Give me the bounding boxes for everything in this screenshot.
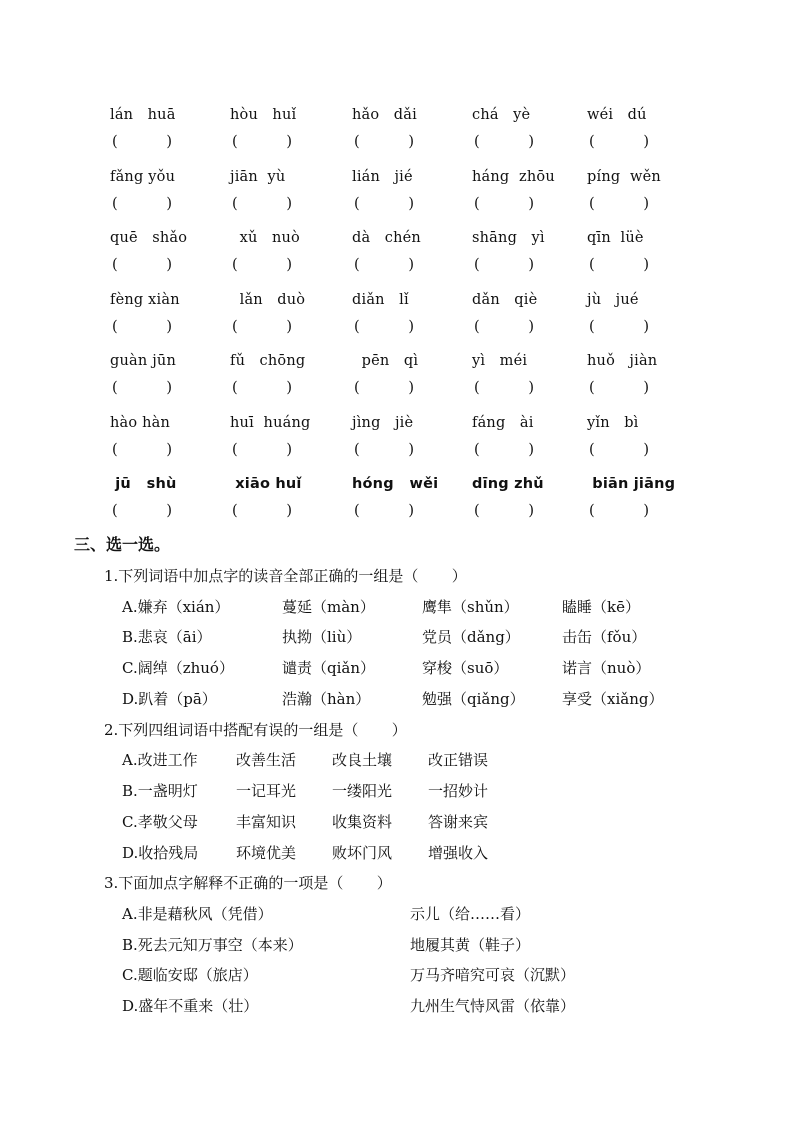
option-item: 九州生气恃风雷（依靠） — [410, 997, 576, 1016]
pinyin-row — [110, 411, 710, 473]
option-item: 浩瀚（hàn） — [282, 689, 371, 708]
option-row — [122, 992, 744, 1023]
left-paren: ( — [354, 257, 360, 273]
right-paren: ) — [408, 195, 414, 212]
option-item: 地履其黄（鞋子） — [410, 935, 531, 954]
option-row — [122, 900, 744, 931]
answer-bracket[interactable] — [472, 376, 534, 400]
pinyin-item — [352, 472, 467, 523]
left-paren: ( — [589, 380, 595, 396]
option-item: 执拗（liù） — [282, 628, 362, 647]
option-item: B.死去元知万事空（本来） — [122, 935, 303, 954]
option-item: 环境优美 — [236, 843, 297, 862]
pinyin-text: dà chén — [352, 230, 421, 246]
option-item: 示儿（给……看） — [410, 904, 531, 923]
answer-bracket[interactable] — [110, 499, 172, 523]
right-paren: ) — [408, 257, 414, 273]
left-paren: ( — [589, 134, 595, 150]
option-item: 一缕阳光 — [332, 781, 393, 800]
answer-bracket[interactable] — [587, 438, 649, 462]
left-paren: ( — [354, 380, 360, 396]
answer-bracket[interactable] — [472, 192, 534, 216]
option-row — [122, 777, 744, 808]
pinyin-text: jù jué — [587, 291, 639, 308]
right-paren: ) — [528, 134, 534, 150]
pinyin-text: dǎn qiè — [472, 291, 538, 308]
left-paren: ( — [474, 441, 480, 458]
answer-bracket[interactable] — [352, 499, 414, 523]
pinyin-item — [352, 103, 467, 154]
right-paren: ) — [166, 503, 172, 519]
left-paren: ( — [354, 195, 360, 212]
left-paren: ( — [112, 195, 118, 212]
left-paren: ( — [112, 503, 118, 519]
answer-bracket[interactable] — [472, 315, 534, 339]
right-paren: ) — [408, 380, 414, 396]
pinyin-text: guàn jūn — [110, 353, 176, 369]
pinyin-text: shāng yì — [472, 230, 545, 246]
question-2 — [104, 716, 744, 870]
left-paren: ( — [589, 257, 595, 273]
answer-bracket[interactable] — [472, 499, 534, 523]
option-item: D.盛年不重来（壮） — [122, 997, 259, 1016]
left-paren: ( — [589, 441, 595, 458]
pinyin-row — [110, 103, 710, 165]
option-item: C.孝敬父母 — [122, 812, 198, 831]
answer-bracket[interactable] — [110, 315, 172, 339]
pinyin-text: pēn qì — [352, 353, 419, 369]
section-title: 三、选一选。 — [74, 535, 171, 554]
right-paren: ) — [166, 318, 172, 335]
pinyin-text: huǒ jiàn — [587, 353, 658, 369]
pinyin-item — [587, 411, 702, 462]
option-item: 改善生活 — [236, 751, 297, 770]
pinyin-text: qīn lüè — [587, 230, 644, 246]
answer-bracket[interactable] — [110, 192, 172, 216]
left-paren: ( — [232, 195, 238, 212]
pinyin-text: hóng wěi — [352, 476, 439, 492]
option-item: C.阔绰（zhuó） — [122, 659, 234, 678]
option-item: A.非是藉秋风（凭借） — [122, 904, 273, 923]
option-item: D.收拾残局 — [122, 843, 199, 862]
left-paren: ( — [232, 441, 238, 458]
option-item: B.一盏明灯 — [122, 781, 198, 800]
answer-bracket[interactable] — [110, 376, 172, 400]
right-paren: ) — [408, 441, 414, 458]
pinyin-text: xiāo huǐ — [230, 476, 302, 492]
pinyin-item — [110, 288, 225, 339]
option-item: 败坏门风 — [332, 843, 393, 862]
right-paren: ) — [528, 380, 534, 396]
option-row — [122, 961, 744, 992]
right-paren: ) — [528, 318, 534, 335]
option-item: C.题临安邸（旅店） — [122, 966, 258, 985]
option-row — [122, 746, 744, 777]
option-item: 万马齐喑究可哀（沉默） — [410, 966, 576, 985]
pinyin-item — [587, 349, 702, 400]
right-paren: ) — [166, 195, 172, 212]
pinyin-text: biān jiāng — [587, 476, 676, 492]
option-list — [104, 593, 744, 716]
answer-bracket[interactable] — [230, 130, 292, 154]
right-paren: ) — [286, 195, 292, 212]
pinyin-item — [587, 472, 702, 523]
right-paren: ) — [286, 318, 292, 335]
pinyin-row — [110, 349, 710, 411]
left-paren: ( — [474, 318, 480, 335]
pinyin-item — [472, 288, 587, 339]
option-item: 改良土壤 — [332, 751, 393, 770]
option-item: 增强收入 — [428, 843, 489, 862]
pinyin-text: fǎng yǒu — [110, 168, 176, 185]
pinyin-item — [472, 165, 587, 216]
option-item: 谴责（qiǎn） — [282, 659, 376, 678]
option-item: 丰富知识 — [236, 812, 297, 831]
pinyin-row — [110, 288, 710, 350]
left-paren: ( — [589, 195, 595, 212]
pinyin-text: hòu huǐ — [230, 107, 297, 123]
pinyin-item — [352, 165, 467, 216]
right-paren: ) — [528, 195, 534, 212]
option-item: 击缶（fǒu） — [562, 628, 647, 647]
answer-bracket[interactable] — [110, 253, 172, 277]
pinyin-row — [110, 472, 710, 534]
left-paren: ( — [112, 441, 118, 458]
left-paren: ( — [354, 318, 360, 335]
pinyin-item — [230, 288, 345, 339]
right-paren: ) — [643, 134, 649, 150]
option-item: D.趴着（pā） — [122, 689, 217, 708]
right-paren: ) — [286, 134, 292, 150]
left-paren: ( — [354, 441, 360, 458]
option-item: 瞌睡（kē） — [562, 597, 640, 616]
pinyin-text: lǎn duò — [230, 291, 306, 308]
answer-bracket[interactable] — [472, 253, 534, 277]
right-paren: ) — [286, 441, 292, 458]
answer-bracket[interactable] — [230, 253, 292, 277]
option-item: 诺言（nuò） — [562, 659, 651, 678]
pinyin-text: lán huā — [110, 107, 176, 123]
option-list — [104, 746, 744, 869]
pinyin-text: diǎn lǐ — [352, 291, 409, 308]
answer-bracket[interactable] — [230, 438, 292, 462]
pinyin-item — [110, 165, 225, 216]
right-paren: ) — [528, 257, 534, 273]
question-stem: 2.下列四组词语中搭配有误的一组是（ ） — [104, 720, 407, 739]
pinyin-row — [110, 226, 710, 288]
left-paren: ( — [232, 134, 238, 150]
left-paren: ( — [474, 134, 480, 150]
question-stem: 3.下面加点字解释不正确的一项是（ ） — [104, 874, 392, 893]
pinyin-text: quē shǎo — [110, 230, 188, 246]
pinyin-text: lián jié — [352, 168, 413, 185]
option-row — [122, 685, 744, 716]
pinyin-item — [587, 165, 702, 216]
pinyin-item — [230, 103, 345, 154]
option-item: 一记耳光 — [236, 781, 297, 800]
left-paren: ( — [474, 195, 480, 212]
answer-bracket[interactable] — [110, 130, 172, 154]
pinyin-text: yì méi — [472, 353, 528, 369]
option-item: 享受（xiǎng） — [562, 689, 664, 708]
answer-bracket[interactable] — [352, 376, 414, 400]
option-item: 鹰隼（shǔn） — [422, 597, 519, 616]
left-paren: ( — [112, 380, 118, 396]
right-paren: ) — [408, 134, 414, 150]
answer-bracket[interactable] — [587, 315, 649, 339]
answer-bracket[interactable] — [472, 130, 534, 154]
pinyin-item — [230, 165, 345, 216]
pinyin-text: xǔ nuò — [230, 230, 300, 246]
answer-bracket[interactable] — [587, 130, 649, 154]
left-paren: ( — [112, 257, 118, 273]
right-paren: ) — [643, 318, 649, 335]
left-paren: ( — [232, 503, 238, 519]
pinyin-item — [230, 472, 345, 523]
answer-bracket[interactable] — [587, 192, 649, 216]
question-1 — [104, 562, 744, 716]
option-item: 收集资料 — [332, 812, 393, 831]
left-paren: ( — [589, 318, 595, 335]
option-item: A.嫌弃（xián） — [122, 597, 230, 616]
question-3 — [104, 869, 744, 1023]
option-row — [122, 808, 744, 839]
option-row — [122, 593, 744, 624]
question-stem: 1.下列词语中加点字的读音全部正确的一组是（ ） — [104, 567, 467, 585]
answer-bracket[interactable] — [352, 315, 414, 339]
right-paren: ) — [286, 380, 292, 396]
right-paren: ) — [528, 503, 534, 519]
question-list — [104, 562, 744, 1023]
right-paren: ) — [166, 441, 172, 458]
pinyin-item — [587, 103, 702, 154]
option-item: 一招妙计 — [428, 781, 489, 800]
pinyin-text: huī huáng — [230, 414, 311, 431]
pinyin-item — [587, 288, 702, 339]
pinyin-item — [110, 226, 225, 277]
answer-bracket[interactable] — [230, 376, 292, 400]
pinyin-row — [110, 165, 710, 227]
pinyin-text: jū shù — [110, 476, 177, 492]
pinyin-item — [230, 349, 345, 400]
pinyin-item — [472, 472, 587, 523]
pinyin-text: píng wěn — [587, 168, 661, 185]
option-item: A.改进工作 — [122, 751, 198, 770]
right-paren: ) — [286, 257, 292, 273]
answer-bracket[interactable] — [110, 438, 172, 462]
pinyin-text: yǐn bì — [587, 414, 639, 431]
answer-bracket[interactable] — [230, 192, 292, 216]
pinyin-grid — [110, 103, 710, 534]
option-list — [104, 900, 744, 1023]
answer-bracket[interactable] — [587, 253, 649, 277]
pinyin-text: dīng zhǔ — [472, 476, 544, 492]
left-paren: ( — [474, 380, 480, 396]
left-paren: ( — [589, 503, 595, 519]
pinyin-item — [352, 288, 467, 339]
pinyin-text: jiān yù — [230, 168, 286, 185]
right-paren: ) — [643, 503, 649, 519]
answer-bracket[interactable] — [352, 130, 414, 154]
pinyin-text: fǔ chōng — [230, 353, 306, 369]
left-paren: ( — [474, 257, 480, 273]
answer-bracket[interactable] — [230, 315, 292, 339]
answer-bracket[interactable] — [587, 499, 649, 523]
pinyin-text: hǎo dǎi — [352, 107, 417, 123]
left-paren: ( — [474, 503, 480, 519]
pinyin-text: fèng xiàn — [110, 291, 180, 308]
option-item: 党员（dǎng） — [422, 628, 520, 647]
pinyin-item — [352, 349, 467, 400]
answer-bracket[interactable] — [352, 253, 414, 277]
option-item: 勉强（qiǎng） — [422, 689, 525, 708]
answer-bracket[interactable] — [472, 438, 534, 462]
option-row — [122, 931, 744, 962]
pinyin-text: chá yè — [472, 107, 531, 123]
pinyin-item — [472, 411, 587, 462]
pinyin-text: háng zhōu — [472, 168, 555, 185]
pinyin-item — [110, 411, 225, 462]
right-paren: ) — [166, 257, 172, 273]
option-row — [122, 839, 744, 870]
option-item: 穿梭（suō） — [422, 659, 509, 678]
pinyin-text: fáng ài — [472, 414, 534, 431]
left-paren: ( — [232, 257, 238, 273]
pinyin-item — [352, 226, 467, 277]
left-paren: ( — [232, 380, 238, 396]
pinyin-item — [110, 472, 225, 523]
right-paren: ) — [643, 195, 649, 212]
pinyin-item — [352, 411, 467, 462]
right-paren: ) — [408, 318, 414, 335]
left-paren: ( — [354, 503, 360, 519]
pinyin-item — [110, 103, 225, 154]
right-paren: ) — [643, 380, 649, 396]
right-paren: ) — [643, 257, 649, 273]
pinyin-text: wéi dú — [587, 107, 647, 123]
option-row — [122, 623, 744, 654]
pinyin-item — [587, 226, 702, 277]
pinyin-item — [230, 226, 345, 277]
option-item: 蔓延（màn） — [282, 597, 375, 616]
right-paren: ) — [286, 503, 292, 519]
right-paren: ) — [643, 441, 649, 458]
pinyin-text: jìng jiè — [352, 414, 414, 431]
pinyin-text: hào hàn — [110, 414, 171, 431]
right-paren: ) — [528, 441, 534, 458]
pinyin-item — [472, 349, 587, 400]
right-paren: ) — [166, 134, 172, 150]
answer-bracket[interactable] — [587, 376, 649, 400]
pinyin-item — [472, 103, 587, 154]
left-paren: ( — [112, 134, 118, 150]
option-row — [122, 654, 744, 685]
right-paren: ) — [166, 380, 172, 396]
answer-bracket[interactable] — [230, 499, 292, 523]
left-paren: ( — [112, 318, 118, 335]
option-item: 答谢来宾 — [428, 812, 489, 831]
pinyin-item — [472, 226, 587, 277]
answer-bracket[interactable] — [352, 192, 414, 216]
left-paren: ( — [232, 318, 238, 335]
pinyin-item — [230, 411, 345, 462]
left-paren: ( — [354, 134, 360, 150]
answer-bracket[interactable] — [352, 438, 414, 462]
right-paren: ) — [408, 503, 414, 519]
pinyin-item — [110, 349, 225, 400]
option-item: B.悲哀（āi） — [122, 628, 212, 647]
option-item: 改正错误 — [428, 751, 489, 770]
